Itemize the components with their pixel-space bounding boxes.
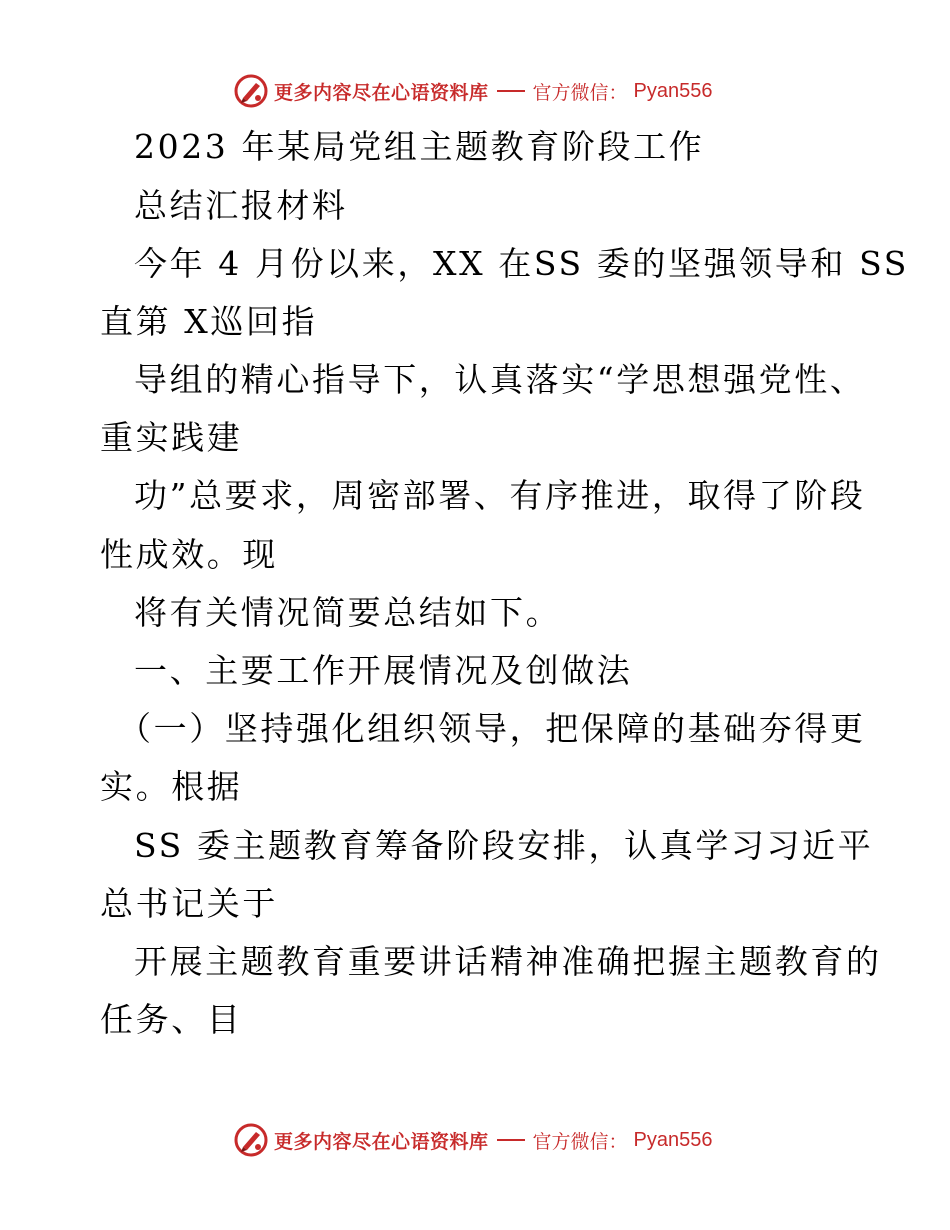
body-line: 开展主题教育重要讲话精神准确把握主题教育的	[134, 942, 882, 981]
body-line: 将有关情况简要总结如下。	[134, 593, 562, 632]
banner-wechat-id: Pyan556	[633, 1128, 713, 1151]
banner-official: 官方微信：	[532, 1130, 628, 1153]
section-heading: 一、主要工作开展情况及创做法	[134, 651, 633, 690]
body-line: 性成效。现	[100, 535, 278, 574]
body-line: 重实践建	[100, 418, 243, 457]
pen-logo-icon	[234, 1123, 268, 1157]
header-banner	[234, 71, 713, 111]
doc-title-line-2: 总结汇报材料	[134, 186, 348, 225]
banner-wechat-id: Pyan556	[633, 79, 713, 102]
pen-logo-icon	[234, 74, 268, 108]
body-line: 实。根据	[100, 767, 243, 806]
banner-brand: 更多内容尽在心语资料库	[274, 1130, 489, 1153]
body-line: SS 委主题教育筹备阶段安排，认真学习习近平	[134, 826, 874, 865]
banner-official: 官方微信：	[532, 81, 628, 104]
body-line: 功”总要求，周密部署、有序推进，取得了阶段	[134, 476, 866, 515]
body-line: 总书记关于	[100, 884, 278, 923]
banner-brand: 更多内容尽在心语资料库	[274, 81, 489, 104]
footer-banner	[234, 1120, 713, 1160]
banner-separator	[497, 1139, 525, 1141]
body-line: 任务、目	[100, 1000, 243, 1039]
body-line: 导组的精心指导下，认真落实“学思想强党性、	[134, 360, 866, 399]
subsection-heading: （一）坚持强化组织领导，把保障的基础夯得更	[118, 709, 866, 748]
doc-title-line-1: 2023 年某局党组主题教育阶段工作	[134, 127, 705, 166]
body-line: 今年 4 月份以来，XX 在SS 委的坚强领导和 SS	[134, 244, 909, 283]
body-line: 直第 X巡回指	[100, 302, 318, 341]
banner-separator	[497, 90, 525, 92]
